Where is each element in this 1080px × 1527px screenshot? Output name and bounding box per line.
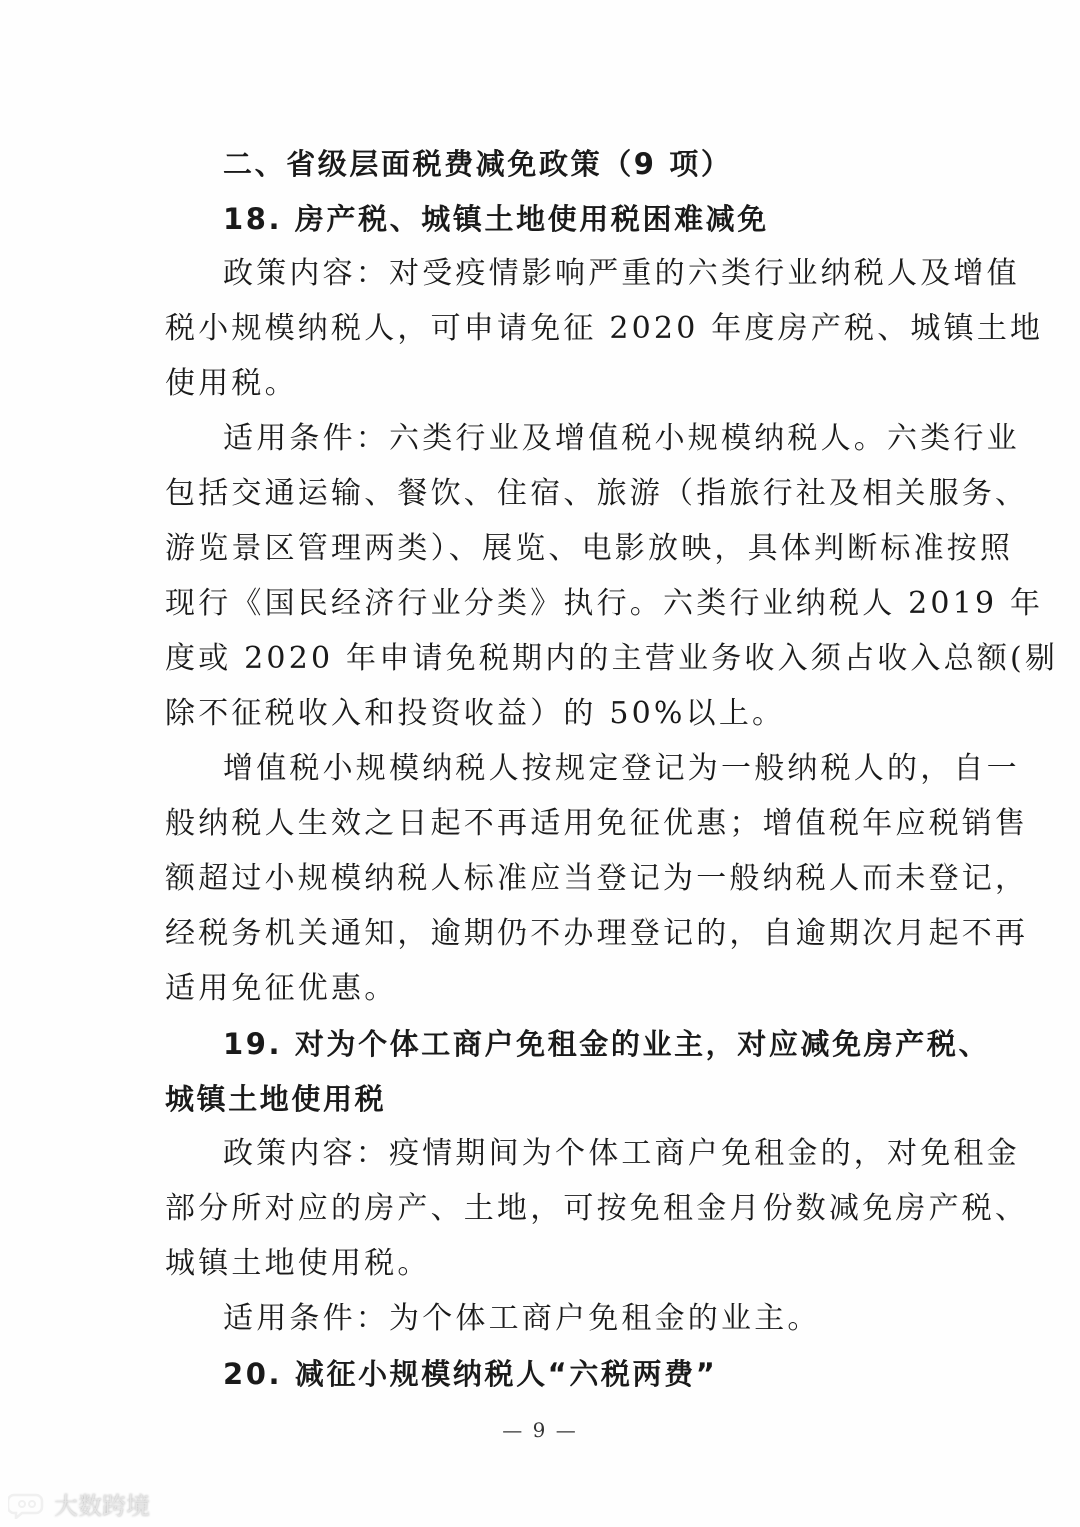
- chat-bubble-logo-icon: [8, 1489, 48, 1519]
- section-heading: 二、省级层面税费减免政策（9 项）: [223, 147, 733, 181]
- item-20-title: 20. 减征小规模纳税人“六税两费”: [223, 1357, 718, 1391]
- item-18-note-line: 适用免征优惠。: [165, 971, 398, 1006]
- item-18-policy-line: 使用税。: [165, 366, 298, 401]
- item-18-conditions-line: 度或 2020 年申请免税期内的主营业务收入须占收入总额(剔: [165, 641, 1059, 676]
- watermark: [8, 1486, 150, 1521]
- item-18-note-line: 增值税小规模纳税人按规定登记为一般纳税人的，自一: [223, 751, 1020, 786]
- item-19-policy-line: 政策内容：疫情期间为个体工商户免租金的，对免租金: [223, 1136, 1020, 1171]
- item-18-conditions-line: 适用条件：六类行业及增值税小规模纳税人。六类行业: [223, 421, 1020, 456]
- watermark-text: 大数跨境: [54, 1492, 150, 1520]
- item-19-conditions-line: 适用条件：为个体工商户免租金的业主。: [223, 1301, 821, 1336]
- item-18-note-line: 经税务机关通知，逾期仍不办理登记的，自逾期次月起不再: [165, 916, 1029, 951]
- item-18-title: 18. 房产税、城镇土地使用税困难减免: [223, 202, 769, 236]
- item-18-conditions-line: 游览景区管理两类）、展览、电影放映，具体判断标准按照: [165, 531, 1014, 566]
- item-18-conditions-line: 除不征税收入和投资收益）的 50%以上。: [165, 696, 786, 731]
- item-18-note-line: 般纳税人生效之日起不再适用免征优惠；增值税年应税销售: [165, 806, 1029, 841]
- item-19-title-line: 城镇土地使用税: [165, 1082, 387, 1116]
- item-19-title-line: 19. 对为个体工商户免租金的业主，对应减免房产税、: [223, 1027, 991, 1061]
- item-19-policy-line: 城镇土地使用税。: [165, 1246, 431, 1281]
- item-18-policy-line: 税小规模纳税人，可申请免征 2020 年度房产税、城镇土地: [165, 311, 1044, 346]
- item-19-policy-line: 部分所对应的房产、土地，可按免租金月份数减免房产税、: [165, 1191, 1029, 1226]
- page-number: — 9 —: [502, 1418, 578, 1442]
- item-18-policy-line: 政策内容：对受疫情影响严重的六类行业纳税人及增值: [223, 256, 1020, 291]
- item-18-conditions-line: 包括交通运输、餐饮、住宿、旅游（指旅行社及相关服务、: [165, 476, 1029, 511]
- item-18-note-line: 额超过小规模纳税人标准应当登记为一般纳税人而未登记，: [165, 861, 1029, 896]
- item-18-conditions-line: 现行《国民经济行业分类》执行。六类行业纳税人 2019 年: [165, 586, 1044, 621]
